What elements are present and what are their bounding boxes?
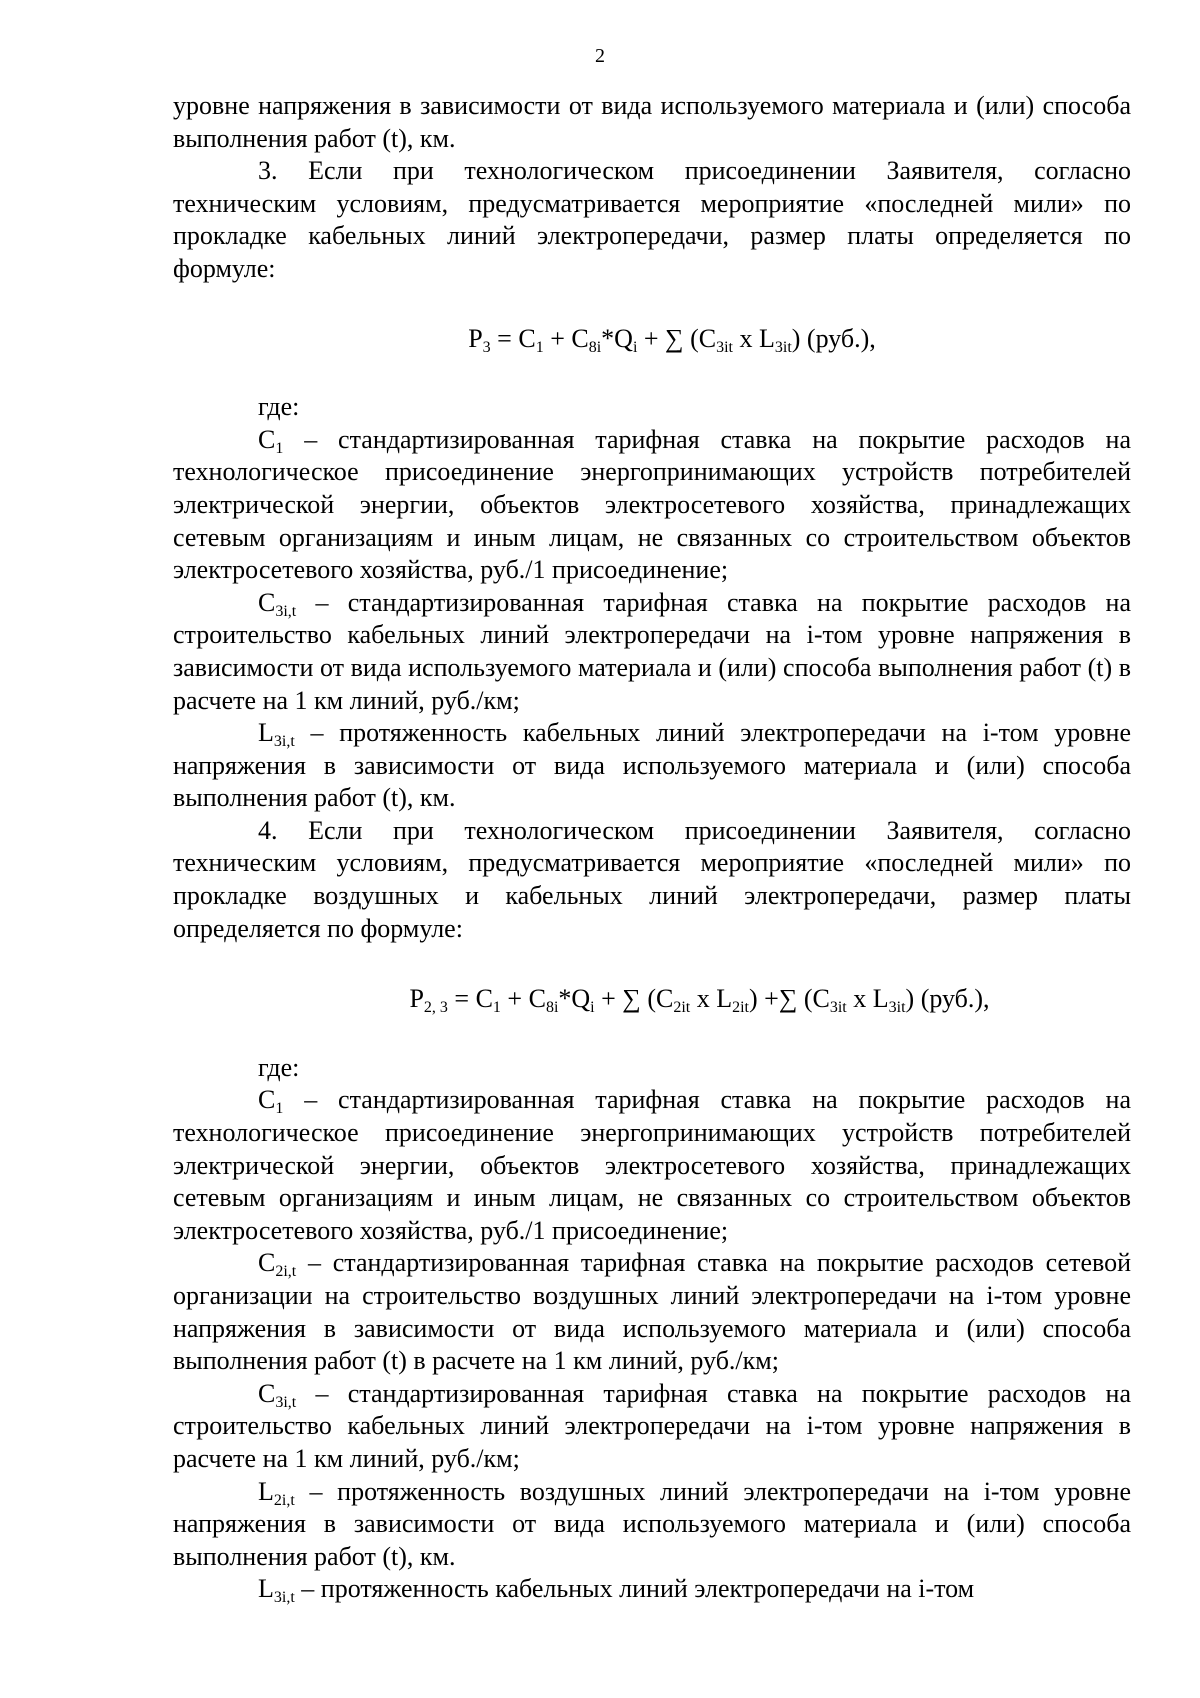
paragraph-continuation: уровне напряжения в зависимости от вида используемого материала и (или) способа выполнения работ (t), км.: [173, 91, 1131, 153]
paragraph-item-3: 3. Если при технологическом присоединении Заявителя, согласно техническим условиям, предусматривается мероприятие «последней мили» по прокладке кабельных линий электропередачи, размер платы определяется по формуле:: [173, 156, 1131, 283]
definition-c1-second: $C_1$ – стандартизированная тарифная ставка на покрытие расходов на технологическое присоединение энергопринимающих устройств потребителей электрической энергии, объектов электросетевого хозяйства, принадлежащих сетевым организациям и иным лицам, не связанных со строительством объектов электросетевого хозяйства, руб./1 присоединение;: [173, 1085, 1131, 1245]
definition-l3-first: $L_{3i,t}$ – протяженность кабельных линий электропередачи на i-том уровне напряжения в зависимости от вида используемого материала и (или) способа выполнения работ (t), км.: [173, 718, 1131, 813]
definition-c2-second: $C_{2i,t}$ – стандартизированная тарифная ставка на покрытие расходов сетевой организации на строительство воздушных линий электропередачи на i-том уровне напряжения в зависимости от вида используемого материала и (или) способа выполнения работ (t) в расчете на 1 км линий, руб./км;: [173, 1248, 1131, 1376]
definition-c3-second: $C_{3i,t}$ – стандартизированная тарифная ставка на покрытие расходов на строительство кабельных линий электропередачи на i-том уровне напряжения в расчете на 1 км линий, руб./км;: [173, 1378, 1131, 1473]
definition-l3-second: $L_{3i,t}$ – протяженность кабельных линий электропередачи на i-том: [258, 1574, 975, 1607]
where-label-2: где:: [258, 1052, 300, 1082]
where-label-1: где:: [258, 392, 300, 422]
paragraph-item-4: 4. Если при технологическом присоединении Заявителя, согласно техническим условиям, предусматривается мероприятие «последней мили» по прокладке воздушных и кабельных линий электропередачи, размер платы определяется по формуле:: [173, 815, 1131, 943]
definition-c3-first: $C_{3i,t}$ – стандартизированная тарифная ставка на покрытие расходов на строительство кабельных линий электропередачи на i-том уровне напряжения в зависимости от вида используемого материала и (или) способа выполнения работ (t) в расчете на 1 км линий, руб./км;: [173, 587, 1131, 715]
formula-p23: $P_{2, 3} = C_1 + C_{8i}*Q_i$ + ∑ ($C_{2it}$ x $L_{2it}$) +∑ ($C_{3it}$ x $L_{3it}$) (руб.),: [409, 984, 990, 1017]
document-body: [173, 90, 1131, 1606]
formula-p3: $P_3 = C_1 + C_{8i}*Q_i$ + ∑ ($C_{3it}$ x $L_{3it}$) (руб.),: [468, 323, 876, 356]
definition-c1-first: $C_1$ – стандартизированная тарифная ставка на покрытие расходов на технологическое присоединение энергопринимающих устройств потребителей электрической энергии, объектов электросетевого хозяйства, принадлежащих сетевым организациям и иным лицам, не связанных со строительством объектов электросетевого хозяйства, руб./1 присоединение;: [173, 424, 1131, 585]
definition-l2-second: $L_{2i,t}$ – протяженность воздушных линий электропередачи на i-том уровне напряжения в зависимости от вида используемого материала и (или) способа выполнения работ (t), км.: [173, 1476, 1131, 1571]
page-number: 2: [595, 45, 605, 67]
